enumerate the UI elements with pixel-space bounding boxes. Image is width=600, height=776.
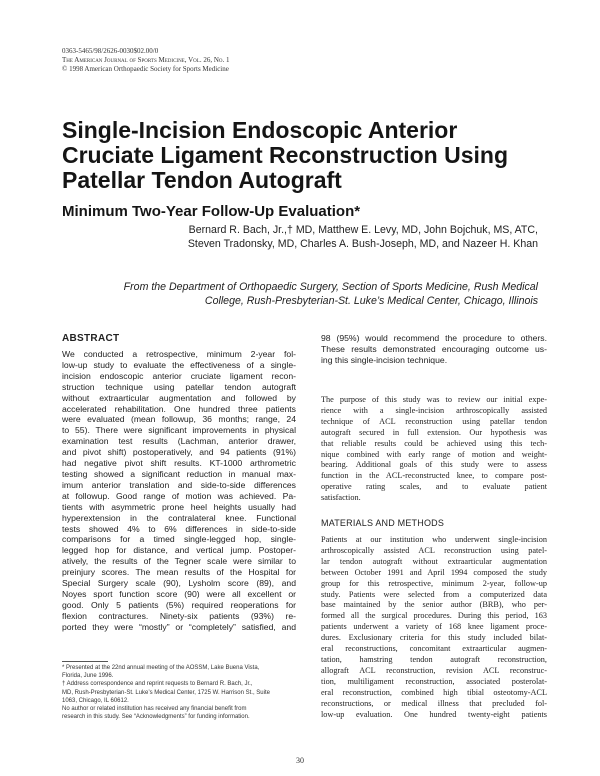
abstract-line: legged hop for distance, and vertical jump. Postoper- [62,545,296,556]
abstract-line: ing this single-incision technique. [321,354,448,365]
article-subtitle: Minimum Two-Year Follow-Up Evaluation* [62,203,361,220]
intro-line: that reliable results could be achieved using this tech- [321,438,547,448]
methods-heading: MATERIALS AND METHODS [321,518,445,528]
intro-line: operative rating scales, and to evaluate patient [321,482,547,492]
intro-line: autograft secured in full extension. Our hypothesis was [321,427,547,437]
intro-line: technique of ACL reconstruction using patellar tendon [321,416,547,426]
journal-header-citation: The American Journal of Sports Medicine, Vol. 26, No. 1 [62,56,230,64]
abstract-line: at followup. Good range of motion was achieved. Pa- [62,490,296,501]
methods-line: eral reconstruction, combined high tibial osteotomy-ACL [321,687,547,697]
abstract-line: were evaluated (mean followup, 36 months; range, 24 [62,414,296,425]
footnote-line: 1063, Chicago, IL 60612. [62,697,129,704]
abstract-line: Noyes sport function score (90) were all excellent or [62,588,296,599]
introduction-paragraph [321,395,547,504]
author-line: Steven Tradonsky, MD, Charles A. Bush-Joseph, MD, and Nazeer H. Khan [187,238,538,250]
abstract-line: low-up study to evaluate the effectiveness of a single- [62,359,296,370]
methods-line: lar tendon autograft without extraarticular augmentation [321,556,547,566]
footnote-line: * Presented at the 22nd annual meeting of the AOSSM, Lake Buena Vista, [62,665,260,671]
abstract-line: ported they were “mostly” or “completely” satisfied, and [62,621,296,632]
author-line: Bernard R. Bach, Jr.,† MD, Matthew E. Levy, MD, John Bojchuk, MS, ATC, [188,224,538,236]
methods-line: reconstructions, or medical illness that precluded fol- [321,698,547,708]
abstract-line: incision endoscopic anterior cruciate ligament recon- [62,370,296,381]
methods-line: eral reconstructions, concomitant extraarticular augmen- [321,644,547,654]
abstract-line: and pivot shift) postoperatively, and 94 patients (91%) [62,447,296,458]
affiliation [68,280,538,308]
abstract-line: good. Only 5 patients (5%) required reoperations for [62,599,296,610]
abstract-line: We conducted a retrospective, minimum 2-year fol- [62,349,296,359]
footnote-line: MD, Rush-Presbyterian-St. Luke’s Medical Center, 1725 W. Harrison St., Suite [62,689,270,696]
methods-line: low-up evaluation. One hundred twenty-eight patients [321,709,547,719]
footnote-line: research in this study. See “Acknowledgments” for funding information. [62,714,250,721]
footnote-line: Florida, June 1996. [62,673,114,680]
abstract-line: 98 (95%) would recommend the procedure to others. [321,333,547,343]
affiliation-line: From the Department of Orthopaedic Surgery, Section of Sports Medicine, Rush Medical [123,281,538,293]
methods-line: formed all the surgical procedures. During this period, 163 [321,611,547,621]
methods-line: Patients at our institution who underwent single-incision [321,535,547,544]
affiliation-line: College, Rush-Presbyterian-St. Luke’s Medical Center, Chicago, Illinois [204,295,538,307]
methods-line: study. Patients were selected from a computerized data [321,589,547,599]
journal-header-issn: 0363-5465/98/2626-0030$02.00/0 [62,47,159,55]
methods-line: patients underwent a variety of 168 knee ligament proce- [321,622,547,632]
abstract-line: accelerated rehabilitation. One hundred three patients [62,403,296,414]
footnotes [62,664,296,721]
abstract-line: Special Surgery scale (90), Lysholm score (89), and [62,578,296,589]
intro-line: function in the ACL-reconstructed knee, to compare post- [321,471,547,481]
journal-header-copyright: © 1998 American Orthopaedic Society for Sports Medicine [62,65,229,73]
abstract-line: comparisons for a timed single-legged hop, single- [62,534,296,545]
title-line: Single-Incision Endoscopic Anterior [62,117,458,143]
abstract-line: testing showed a significant reduction in manual max- [62,468,296,479]
methods-line: arthroscopically assisted ACL reconstruction using patel- [321,545,547,555]
footnote-line: † Address correspondence and reprint requests to Bernard R. Bach, Jr., [62,681,253,688]
page-number: 30 [296,756,304,765]
abstract-line: preinjury scores. The mean results of the Hospital for [62,567,296,578]
abstract-line: imum anterior translation and side-to-side differences [62,479,296,490]
abstract-line: tients with asymmetric prone heel heights usually had [62,501,296,512]
abstract-line: atively, the results of the Tegner scale were similar to [62,556,296,567]
methods-line: group for this retrospective, minimum 2-year, follow-up [321,578,547,588]
footnote-rule [62,661,108,662]
methods-line: allograft ACL reconstruction, revision ACL reconstruc- [321,665,547,675]
intro-line: satisfaction. [321,493,361,503]
methods-line: tation, hamstring tendon autograft reconstruction, [321,654,547,664]
abstract-line: tests showed 4% to 6% differences in side-to-side [62,523,296,534]
abstract-heading: ABSTRACT [62,333,120,344]
intro-line: rience with a single-incision arthroscopically assisted [321,405,547,415]
abstract-line: These results demonstrated encouraging outcome us- [321,343,547,354]
journal-header [62,47,230,74]
methods-line: tion, multiligament reconstruction, associated posterolat- [321,676,547,686]
abstract-continued [321,333,547,366]
methods-line: dures. Exclusionary criteria for this study included bilat- [321,633,547,643]
methods-line: between October 1991 and April 1994 composed the study [321,567,547,577]
abstract-line: flexion contractures. Ninety-six patients (93%) re- [62,610,296,621]
methods-paragraph [321,535,547,720]
footnote-line: No author or related institution has received any financial benefit from [62,706,247,713]
abstract-body [62,349,296,633]
abstract-line: to 55). There were significant improvements in physical [62,425,296,436]
methods-line: base maintained by the senior author (BRB), who per- [321,600,547,610]
author-list [118,223,538,251]
abstract-line: had negative pivot shift results. KT-1000 arthrometric [62,458,296,469]
intro-line: The purpose of this study was to review our initial expe- [321,395,547,404]
article-title [62,118,542,193]
abstract-line: struction technique using patellar tendon autograft [62,381,296,392]
title-line: Patellar Tendon Autograft [62,167,342,193]
title-line: Cruciate Ligament Reconstruction Using [62,142,509,168]
intro-line: bearing. Additional goals of this study were to assess [321,460,547,470]
abstract-line: examination test results (Lachman, anterior drawer, [62,436,296,447]
abstract-line: without extraarticular augmentation and followed by [62,392,296,403]
intro-line: nique combined with early range of motion and weight- [321,449,547,459]
abstract-line: hyperextension in the contralateral knee. Functional [62,512,296,523]
